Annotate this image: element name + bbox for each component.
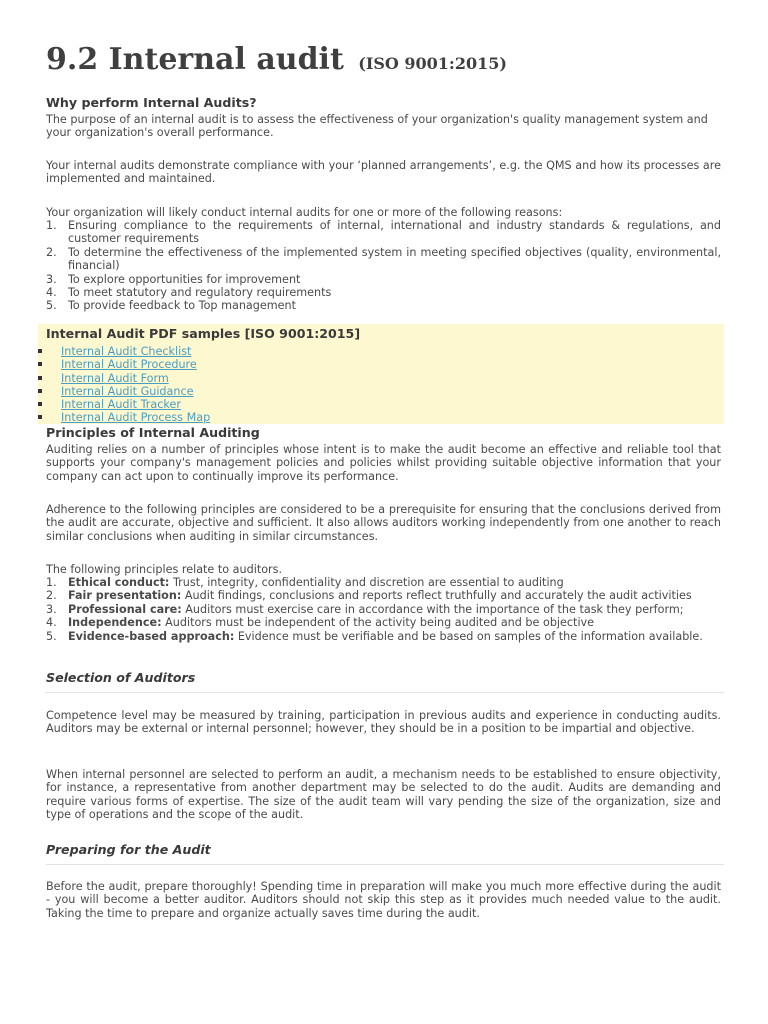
- reasons-list: [46, 219, 721, 313]
- list-item: 5. To provide feedback to Top management: [46, 299, 297, 313]
- why-paragraph-3: Your organization will likely conduct internal audits for one or more of the following reasons:: [46, 206, 563, 219]
- preparing-heading: Preparing for the Audit: [46, 842, 724, 865]
- list-item: 4. Independence: Auditors must be independent of the activity being audited and be objective: [46, 616, 595, 630]
- selection-paragraph-1: Competence level may be measured by training, participation in previous audits and experience in conducting audits. Auditors may be external or internal personnel; however, they should be in a position to be impartial and objective.: [46, 709, 721, 736]
- pdf-links-list: [38, 345, 210, 425]
- page-title: [46, 40, 507, 84]
- link-internal-audit-guidance[interactable]: Internal Audit Guidance: [61, 384, 194, 398]
- bullet-icon: [38, 402, 42, 406]
- principles-heading: Principles of Internal Auditing: [46, 425, 260, 440]
- list-item: [38, 398, 210, 411]
- bullet-icon: [38, 415, 42, 419]
- link-internal-audit-form[interactable]: Internal Audit Form: [61, 371, 169, 385]
- principle-term: Professional care:: [68, 602, 182, 616]
- preparing-paragraph-1: Before the audit, prepare thoroughly! Spending time in preparation will make you much more effective during the audit - you will become a better auditor. Auditors should not skip this step as it provides much needed value to the audit. Taking the time to prepare and organize actually saves time during the audit.: [46, 880, 721, 920]
- link-internal-audit-process-map[interactable]: Internal Audit Process Map: [61, 411, 211, 425]
- principles-list: [46, 576, 721, 643]
- principle-term: Independence:: [68, 616, 162, 630]
- principle-term: Ethical conduct:: [68, 576, 170, 589]
- list-item: 2. To determine the effectiveness of the implemented system in meeting specified objectives (quality, environmental, financial): [46, 245, 721, 273]
- list-item: 3. To explore opportunities for improvement: [46, 272, 301, 286]
- list-item: [38, 372, 210, 385]
- bullet-icon: [38, 376, 42, 380]
- title-standard: (ISO 9001:2015): [358, 54, 507, 73]
- principle-term: Fair presentation:: [68, 589, 182, 603]
- principle-term: Evidence-based approach:: [68, 629, 235, 643]
- bullet-icon: [38, 349, 42, 353]
- why-paragraph-1: The purpose of an internal audit is to assess the effectiveness of your organization's quality management system and your organization's overall performance.: [46, 113, 708, 140]
- bullet-icon: [38, 389, 42, 393]
- list-item: [38, 385, 210, 398]
- list-item: [38, 358, 210, 371]
- selection-paragraph-2: When internal personnel are selected to perform an audit, a mechanism needs to be established to ensure objectivity, for instance, a representative from another department may be selected to do the audit. Audits are demanding and require various forms of expertise. The size of the audit team will vary pending the size of the organization, size and type of operations and the scope of the audit.: [46, 768, 721, 822]
- why-paragraph-2: Your internal audits demonstrate compliance with your ‘planned arrangements’, e.g. the QMS and how its processes are implemented and maintained.: [46, 159, 721, 186]
- principles-paragraph-1: Auditing relies on a number of principles whose intent is to make the audit become an effective and reliable tool that supports your company's management policies and policies whilst providing suitable objective information that your company can act upon to continually improve its performance.: [46, 443, 721, 483]
- link-internal-audit-tracker[interactable]: Internal Audit Tracker: [61, 398, 181, 412]
- list-item: 1. Ethical conduct: Trust, integrity, confidentiality and discretion are essential to auditing: [46, 576, 564, 589]
- pdf-samples-heading: Internal Audit PDF samples [ISO 9001:2015]: [46, 326, 361, 341]
- principles-paragraph-3: The following principles relate to auditors.: [46, 563, 283, 576]
- list-item: 4. To meet statutory and regulatory requirements: [46, 286, 332, 300]
- list-item: 1. Ensuring compliance to the requirements of internal, international and industry standards & regulations, and customer requirements: [46, 219, 721, 246]
- why-heading: Why perform Internal Audits?: [46, 95, 257, 110]
- title-main: 9.2 Internal audit: [46, 42, 344, 77]
- list-item: 5. Evidence-based approach: Evidence must be verifiable and be based on samples of the information available.: [46, 629, 703, 643]
- selection-heading: Selection of Auditors: [46, 670, 724, 693]
- principles-paragraph-2: Adherence to the following principles are considered to be a prerequisite for ensuring that the conclusions derived from the audit are accurate, objective and sufficient. It also allows auditors working independently from one another to reach similar conclusions when auditing in similar circumstances.: [46, 503, 721, 543]
- bullet-icon: [38, 362, 42, 366]
- list-item: [38, 345, 210, 358]
- list-item: [38, 411, 210, 424]
- list-item: 2. Fair presentation: Audit findings, conclusions and reports reflect truthfully and accurately the audit activities: [46, 589, 692, 603]
- pdf-samples-box: [38, 324, 724, 424]
- link-internal-audit-procedure[interactable]: Internal Audit Procedure: [61, 358, 197, 372]
- link-internal-audit-checklist[interactable]: Internal Audit Checklist: [61, 345, 192, 358]
- list-item: 3. Professional care: Auditors must exercise care in accordance with the importance of the task they perform;: [46, 602, 684, 616]
